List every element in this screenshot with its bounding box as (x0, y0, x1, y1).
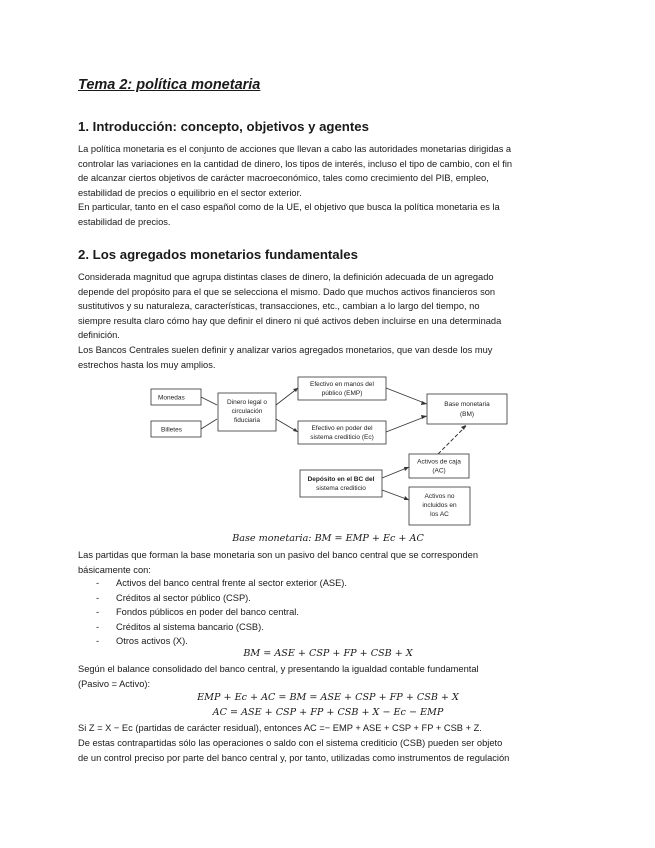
document-title: Tema 2: política monetaria (78, 77, 261, 93)
text-line: siempre resulta claro cómo hay que definir el dinero ni qué activos deben incluirse en una determinada (78, 315, 502, 326)
depositos-box (300, 470, 382, 497)
ac-line: (AC) (432, 467, 446, 475)
text-line: básicamente con: (78, 564, 151, 575)
text-line: sustitutivos y su naturaleza, características, transacciones, etc., cambian a lo largo del tiempo, no (78, 301, 480, 312)
no-incluidos-line: incluidos en (422, 502, 457, 509)
text-line: La política monetaria es el conjunto de acciones que llevan a cabo las autoridades monetarias dirigidas a (78, 144, 512, 154)
no-incluidos-line: Activos no (424, 493, 455, 500)
text-line: Según el balance consolidado del banco central, y presentando la igualdad contable fundamental (78, 664, 479, 674)
text-line: De estas contrapartidas sólo las operaciones o saldo con el sistema crediticio (CSB) pueden ser objeto (78, 738, 503, 748)
text-line: estabilidad de precios. (78, 216, 171, 227)
bullet-text: Otros activos (X). (116, 636, 188, 646)
text-line: depende del propósito para el que se selecciona el mismo. Dado que muchos activos financieros son (78, 286, 496, 297)
emp-line: público (EMP) (321, 390, 363, 397)
bullet-item: - Créditos al sector público (CSP). (96, 592, 251, 603)
section-2-heading: 2. Los agregados monetarios fundamentales (78, 247, 358, 262)
section-2-paragraph-4 (78, 662, 578, 691)
ec-line: sistema crediticio (Ec) (310, 434, 374, 441)
text-line: Si Z = X − Ec (partidas de carácter residual), entonces AC =− EMP + ASE + CSP + FP + CSB + Z. (78, 723, 482, 733)
equation-base-monetaria: Base monetaria: BM = EMP + Ec + AC (232, 533, 424, 544)
bullet-text: Activos del banco central frente al sector exterior (ASE). (116, 578, 347, 588)
bullet-item: - Créditos al sistema bancario (CSB). (96, 621, 264, 632)
text-line: estrechos hasta los muy amplios. (78, 359, 216, 370)
text-line: definición. (78, 330, 120, 341)
text-line: Considerada magnitud que agrupa distintas clases de dinero, la definición adecuada de un agregado (78, 272, 494, 282)
text-line: Las partidas que forman la base monetaria son un pasivo del banco central que se corresponden (78, 550, 479, 560)
bm-line: Base monetaria (444, 401, 490, 408)
text-line: En particular, tanto en el caso español como de la UE, el objetivo que busca la política monetaria es la (78, 202, 500, 212)
bullet-item: - Otros activos (X). (96, 636, 188, 646)
bullet-item: - Activos del banco central frente al sector exterior (ASE). (96, 578, 347, 588)
text-line: Los Bancos Centrales suelen definir y analizar varios agregados monetarios, que van desde los muy (78, 345, 493, 355)
equation-balance: EMP + Ec + AC = BM = ASE + CSP + FP + CSB + X (197, 692, 459, 703)
section-2-paragraph-6 (78, 736, 578, 765)
ec-line: Efectivo en poder del (311, 425, 373, 432)
equation-bm: BM = ASE + CSP + FP + CSB + X (243, 648, 413, 659)
emp-line: Efectivo en manos del (310, 381, 374, 388)
ac-line: Activos de caja (417, 458, 461, 466)
section-1-heading: 1. Introducción: concepto, objetivos y agentes (78, 119, 369, 134)
text-line: (Pasivo = Activo): (78, 678, 151, 689)
bullet-text: Créditos al sistema bancario (CSB). (116, 621, 264, 632)
depositos-line: Depósito en el BC del (307, 476, 375, 483)
depositos-line: sistema crediticio (316, 485, 366, 492)
monedas-label: Monedas (158, 394, 185, 402)
dinero-legal-line: Dinero legal o (226, 399, 268, 406)
text-line: de un control preciso por parte del banco central y, por tanto, utilizadas como instrumentos de regulación (78, 752, 510, 763)
bullet-item: - Fondos públicos en poder del banco central. (96, 607, 299, 617)
bm-line: (BM) (459, 411, 475, 418)
no-incluidos-line: los AC (430, 511, 449, 518)
section-2-paragraph-5 (78, 721, 578, 736)
text-line: estabilidad de precios o equilibrio en el sector exterior. (78, 187, 302, 198)
section-2-paragraph-3 (78, 548, 578, 577)
billetes-label: Billetes (161, 426, 182, 434)
text-line: de alcanzar ciertos objetivos de carácter macroeconómico, tales como crecimiento del PIB, empleo, (78, 173, 489, 184)
bullet-text: Fondos públicos en poder del banco central. (116, 607, 299, 617)
bullet-text: Créditos al sector público (CSP). (116, 592, 251, 603)
text-line: controlar las variaciones en la cantidad de dinero, los tipos de interés, incluso el tipo de cambio, con el fin (78, 158, 513, 169)
equation-ac: AC = ASE + CSP + FP + CSB + X − Ec − EMP (212, 707, 444, 718)
dinero-legal-line: circulación (231, 408, 263, 415)
base-monetaria-box (427, 394, 507, 424)
dinero-legal-line: fiduciaria (233, 417, 261, 424)
